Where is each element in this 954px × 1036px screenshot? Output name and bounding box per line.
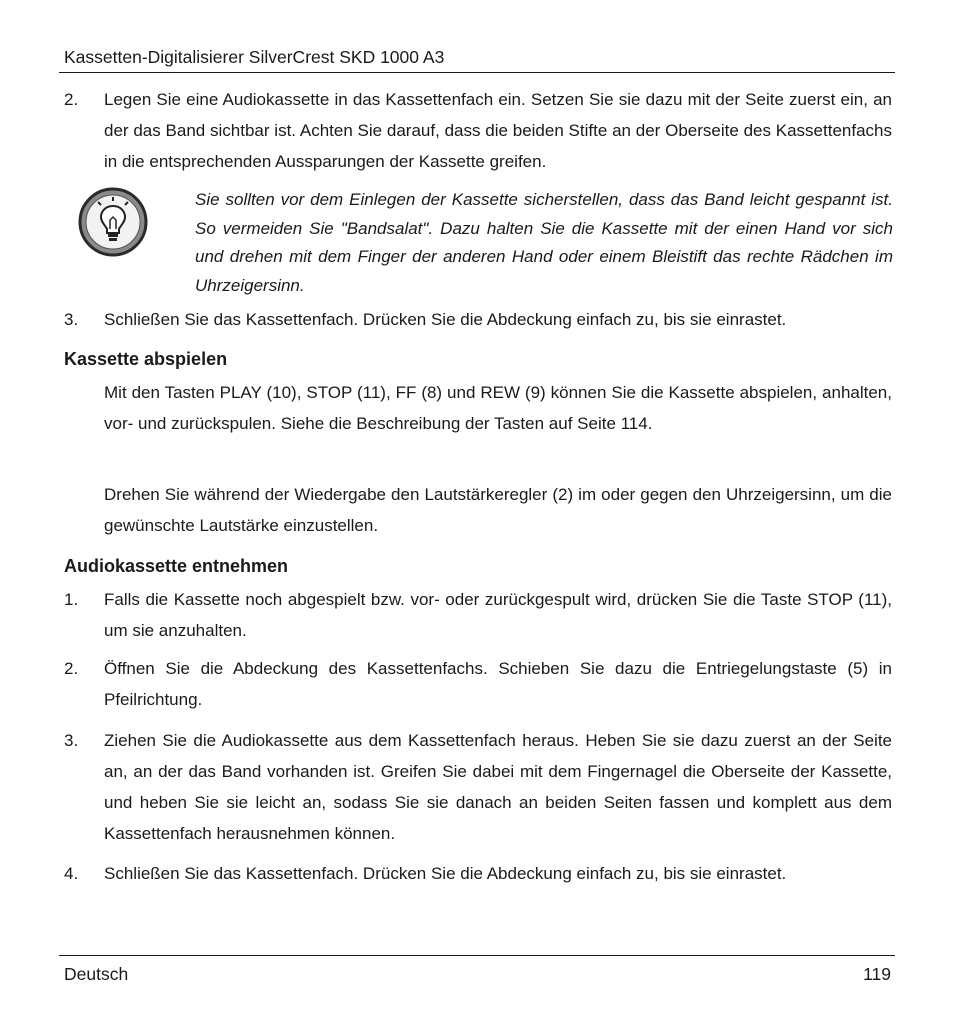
note-text: Sie sollten vor dem Einlegen der Kassette sicherstellen, dass das Band leicht gespannt ist. So vermeiden Sie "Bandsalat". Dazu halten Sie die Kassette mit der einen Hand vor sich und drehen mit dem Finger der anderen Hand oder einem Bleistift das rechte Rädchen im Uhrzeigersinn.	[195, 190, 893, 296]
paragraph: Drehen Sie während der Wiedergabe den Lautstärkeregler (2) im oder gegen den Uhrzeigersinn, um die gewünschte Lautstärke einzustellen.	[104, 485, 892, 535]
list-text: Schließen Sie das Kassettenfach. Drücken Sie die Abdeckung einfach zu, bis sie einrastet.	[104, 864, 787, 883]
document-title: Kassetten-Digitalisierer SilverCrest SKD 1000 A3	[64, 47, 445, 67]
list-number: 3.	[64, 731, 79, 750]
list-number: 3.	[64, 310, 79, 329]
list-text: Öffnen Sie die Abdeckung des Kassettenfachs. Schieben Sie dazu die Entriegelungstaste (5) in Pfeilrichtung.	[104, 659, 892, 709]
list-number: 2.	[64, 659, 79, 678]
list-text: Legen Sie eine Audiokassette in das Kassettenfach ein. Setzen Sie sie dazu mit der Seite zuerst ein, an der das Band sichtbar ist. Achten Sie darauf, dass die beiden Stifte an der Oberseite des Kassettenfachs in die entsprechenden Aussparungen der Kassette greifen.	[104, 90, 892, 171]
list-text: Ziehen Sie die Audiokassette aus dem Kassettenfach heraus. Heben Sie sie dazu zuerst an der Seite an, an der das Band vorhanden ist. Greifen Sie dabei mit dem Fingernagel die Oberseite der Kassette, und heben Sie sie leicht an, sodass Sie sie danach an beiden Seiten fassen und komplett aus dem Kassettenfach herausnehmen können.	[104, 731, 892, 843]
footer-divider	[59, 955, 895, 956]
list-item	[64, 304, 892, 335]
list-item	[64, 584, 892, 646]
list-item	[64, 84, 892, 177]
list-text: Schließen Sie das Kassettenfach. Drücken Sie die Abdeckung einfach zu, bis sie einrastet.	[104, 310, 787, 329]
section-heading: Kassette abspielen	[64, 349, 228, 369]
list-number: 1.	[64, 590, 79, 609]
list-item	[64, 653, 892, 715]
list-item	[64, 725, 892, 849]
list-item	[64, 858, 892, 889]
lightbulb-icon	[77, 186, 149, 258]
footer-language: Deutsch	[64, 964, 129, 984]
paragraph: Mit den Tasten PLAY (10), STOP (11), FF (8) und REW (9) können Sie die Kassette abspielen, anhalten, vor- und zurückspulen. Siehe die Beschreibung der Tasten auf Seite 114.	[104, 383, 892, 433]
header-divider	[59, 72, 895, 73]
page-number: 119	[863, 964, 891, 984]
list-number: 2.	[64, 90, 79, 109]
list-text: Falls die Kassette noch abgespielt bzw. vor- oder zurückgespult wird, drücken Sie die Taste STOP (11), um sie anzuhalten.	[104, 590, 892, 640]
list-number: 4.	[64, 864, 79, 883]
section-heading: Audiokassette entnehmen	[64, 556, 289, 576]
